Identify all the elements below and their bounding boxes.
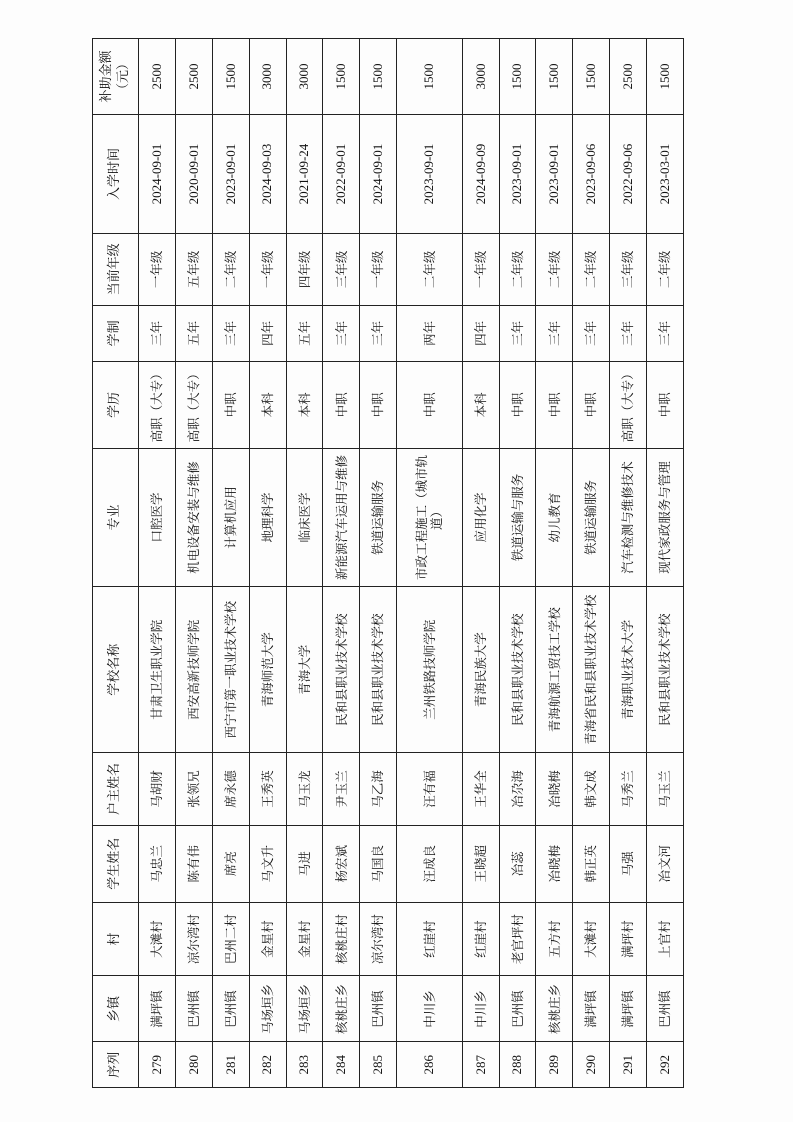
cell-education: 高职（大专） [175,362,212,449]
table-row [573,39,610,1088]
cell-education: 中职 [573,362,610,449]
cell-current-grade: 二年级 [573,234,610,306]
cell-subsidy-amount: 1500 [647,39,684,115]
cell-current-grade: 二年级 [536,234,573,306]
cell-education: 本科 [249,362,286,449]
cell-current-grade: 一年级 [360,234,397,306]
cell-subsidy-amount: 1500 [536,39,573,115]
cell-householder-name: 汪有福 [397,753,463,826]
cell-village: 满坪村 [610,902,647,976]
header-cell: 当前年级 [93,234,139,306]
cell-subsidy-amount: 2500 [610,39,647,115]
cell-current-grade: 二年级 [212,234,249,306]
header-cell: 学制 [93,305,139,361]
cell-seq: 283 [286,1042,323,1088]
cell-student-name: 汪成良 [397,825,463,902]
cell-village: 大滩村 [573,902,610,976]
cell-education: 中职 [499,362,536,449]
cell-village: 红崖村 [397,902,463,976]
cell-major: 幼儿教育 [536,448,573,587]
cell-current-grade: 五年级 [175,234,212,306]
cell-school-name: 兰州铁路技师学院 [397,587,463,753]
cell-school-name: 民和县职业技术学校 [499,587,536,753]
cell-education: 中职 [647,362,684,449]
cell-duration: 三年 [323,305,360,361]
cell-seq: 281 [212,1042,249,1088]
cell-education: 中职 [323,362,360,449]
cell-enrollment-date: 2023-09-01 [212,114,249,233]
table-row [175,39,212,1088]
table-row [286,39,323,1088]
header-cell: 入学时间 [93,114,139,233]
cell-township: 巴州镇 [175,976,212,1042]
cell-village: 核桃庄村 [323,902,360,976]
table-row [610,39,647,1088]
cell-enrollment-date: 2023-09-01 [499,114,536,233]
cell-school-name: 西安高新技师学院 [175,587,212,753]
cell-township: 巴州镇 [360,976,397,1042]
cell-subsidy-amount: 3000 [249,39,286,115]
cell-subsidy-amount: 1500 [360,39,397,115]
cell-major: 现代家政服务与管理 [647,448,684,587]
cell-householder-name: 马胡财 [139,753,176,826]
cell-student-name: 冶晓梅 [536,825,573,902]
cell-school-name: 青海省民和县职业技术学校 [573,587,610,753]
header-cell: 学生姓名 [93,825,139,902]
cell-township: 马场垣乡 [249,976,286,1042]
cell-duration: 五年 [286,305,323,361]
cell-current-grade: 一年级 [462,234,499,306]
cell-student-name: 马进 [286,825,323,902]
cell-school-name: 青海大学 [286,587,323,753]
cell-seq: 287 [462,1042,499,1088]
cell-enrollment-date: 2022-09-01 [323,114,360,233]
cell-seq: 292 [647,1042,684,1088]
cell-enrollment-date: 2024-09-09 [462,114,499,233]
cell-education: 中职 [536,362,573,449]
cell-enrollment-date: 2024-09-03 [249,114,286,233]
cell-enrollment-date: 2023-09-06 [573,114,610,233]
cell-school-name: 甘肃卫生职业学院 [139,587,176,753]
header-cell: 学校名称 [93,587,139,753]
cell-householder-name: 冶晓梅 [536,753,573,826]
cell-education: 高职（大专） [610,362,647,449]
cell-township: 巴州镇 [647,976,684,1042]
cell-student-name: 陈有伟 [175,825,212,902]
cell-current-grade: 二年级 [397,234,463,306]
table-row [462,39,499,1088]
cell-township: 马场垣乡 [286,976,323,1042]
cell-student-name: 马强 [610,825,647,902]
cell-householder-name: 张领兄 [175,753,212,826]
cell-village: 凉尔湾村 [175,902,212,976]
cell-duration: 三年 [499,305,536,361]
cell-current-grade: 一年级 [249,234,286,306]
cell-seq: 291 [610,1042,647,1088]
cell-major: 机电设备安装与维修 [175,448,212,587]
table-row [360,39,397,1088]
cell-subsidy-amount: 1500 [573,39,610,115]
cell-current-grade: 四年级 [286,234,323,306]
cell-householder-name: 马玉兰 [647,753,684,826]
cell-student-name: 马忠兰 [139,825,176,902]
cell-seq: 279 [139,1042,176,1088]
cell-township: 巴州镇 [499,976,536,1042]
cell-householder-name: 马玉龙 [286,753,323,826]
cell-householder-name: 王华全 [462,753,499,826]
cell-duration: 三年 [536,305,573,361]
cell-major: 地理科学 [249,448,286,587]
cell-village: 五方村 [536,902,573,976]
cell-student-name: 马文升 [249,825,286,902]
cell-seq: 289 [536,1042,573,1088]
cell-enrollment-date: 2022-09-06 [610,114,647,233]
cell-enrollment-date: 2020-09-01 [175,114,212,233]
cell-education: 中职 [397,362,463,449]
table-body [139,39,684,1088]
cell-current-grade: 三年级 [323,234,360,306]
header-cell: 户主姓名 [93,753,139,826]
cell-education: 本科 [286,362,323,449]
cell-township: 核桃庄乡 [536,976,573,1042]
cell-education: 中职 [360,362,397,449]
cell-major: 铁道运输与服务 [499,448,536,587]
cell-seq: 288 [499,1042,536,1088]
cell-student-name: 杨宏斌 [323,825,360,902]
cell-student-name: 席亮 [212,825,249,902]
cell-current-grade: 二年级 [499,234,536,306]
cell-village: 上官村 [647,902,684,976]
cell-major: 口腔医学 [139,448,176,587]
cell-student-name: 冶蕊 [499,825,536,902]
cell-duration: 三年 [212,305,249,361]
header-cell: 专业 [93,448,139,587]
table-row [647,39,684,1088]
cell-education: 本科 [462,362,499,449]
subsidy-table [92,38,684,1088]
cell-enrollment-date: 2024-09-01 [139,114,176,233]
cell-seq: 282 [249,1042,286,1088]
cell-current-grade: 三年级 [610,234,647,306]
cell-major: 市政工程施工（城市轨道） [397,448,463,587]
cell-village: 大滩村 [139,902,176,976]
cell-seq: 290 [573,1042,610,1088]
table-row [499,39,536,1088]
cell-major: 铁道运输服务 [360,448,397,587]
table-row [323,39,360,1088]
cell-enrollment-date: 2024-09-01 [360,114,397,233]
cell-duration: 三年 [360,305,397,361]
cell-village: 老官坪村 [499,902,536,976]
cell-householder-name: 尹玉兰 [323,753,360,826]
cell-seq: 284 [323,1042,360,1088]
cell-school-name: 西宁市第一职业技术学校 [212,587,249,753]
cell-householder-name: 韩文成 [573,753,610,826]
cell-seq: 280 [175,1042,212,1088]
cell-student-name: 韩正英 [573,825,610,902]
cell-current-grade: 一年级 [139,234,176,306]
cell-township: 核桃庄乡 [323,976,360,1042]
cell-township: 巴州镇 [212,976,249,1042]
cell-duration: 四年 [249,305,286,361]
cell-enrollment-date: 2023-03-01 [647,114,684,233]
table-row [397,39,463,1088]
cell-current-grade: 二年级 [647,234,684,306]
cell-student-name: 王晓超 [462,825,499,902]
cell-subsidy-amount: 2500 [175,39,212,115]
cell-school-name: 民和县职业技术学校 [360,587,397,753]
cell-school-name: 民和县职业技术学校 [647,587,684,753]
cell-duration: 五年 [175,305,212,361]
cell-seq: 285 [360,1042,397,1088]
cell-householder-name: 王秀英 [249,753,286,826]
cell-major: 应用化学 [462,448,499,587]
cell-major: 汽车检测与维修技术 [610,448,647,587]
cell-township: 满坪镇 [610,976,647,1042]
cell-duration: 三年 [647,305,684,361]
cell-school-name: 青海航源工贸技工学校 [536,587,573,753]
cell-major: 临床医学 [286,448,323,587]
cell-enrollment-date: 2021-09-24 [286,114,323,233]
header-cell: 序列 [93,1042,139,1088]
cell-major: 计算机应用 [212,448,249,587]
table-row [139,39,176,1088]
cell-subsidy-amount: 3000 [462,39,499,115]
cell-householder-name: 席永德 [212,753,249,826]
cell-village: 巴州二村 [212,902,249,976]
cell-subsidy-amount: 1500 [397,39,463,115]
cell-village: 凉尔湾村 [360,902,397,976]
header-cell: 村 [93,902,139,976]
cell-village: 红崖村 [462,902,499,976]
cell-subsidy-amount: 2500 [139,39,176,115]
header-cell: 补助金额（元） [93,39,139,115]
cell-householder-name: 马乙海 [360,753,397,826]
cell-subsidy-amount: 1500 [212,39,249,115]
table-row [249,39,286,1088]
cell-enrollment-date: 2023-09-01 [536,114,573,233]
cell-seq: 286 [397,1042,463,1088]
cell-duration: 四年 [462,305,499,361]
cell-school-name: 青海职业技术大学 [610,587,647,753]
cell-student-name: 冶文河 [647,825,684,902]
header-cell: 学历 [93,362,139,449]
cell-school-name: 青海师范大学 [249,587,286,753]
table-row [212,39,249,1088]
cell-enrollment-date: 2023-09-01 [397,114,463,233]
header-row [93,39,139,1088]
cell-education: 中职 [212,362,249,449]
cell-school-name: 民和县职业技术学校 [323,587,360,753]
cell-village: 金星村 [249,902,286,976]
cell-major: 新能源汽车运用与维修 [323,448,360,587]
cell-duration: 两年 [397,305,463,361]
cell-school-name: 青海民族大学 [462,587,499,753]
cell-subsidy-amount: 1500 [499,39,536,115]
rotated-table-container [92,38,684,1088]
cell-student-name: 马国良 [360,825,397,902]
cell-householder-name: 马秀兰 [610,753,647,826]
cell-duration: 三年 [139,305,176,361]
cell-subsidy-amount: 3000 [286,39,323,115]
cell-township: 满坪镇 [139,976,176,1042]
cell-education: 高职（大专） [139,362,176,449]
cell-township: 满坪镇 [573,976,610,1042]
header-cell: 乡镇 [93,976,139,1042]
cell-subsidy-amount: 1500 [323,39,360,115]
table-row [536,39,573,1088]
cell-duration: 三年 [573,305,610,361]
cell-village: 金星村 [286,902,323,976]
cell-major: 铁道运输服务 [573,448,610,587]
cell-householder-name: 冶尕海 [499,753,536,826]
cell-township: 中川乡 [462,976,499,1042]
cell-township: 中川乡 [397,976,463,1042]
cell-duration: 三年 [610,305,647,361]
